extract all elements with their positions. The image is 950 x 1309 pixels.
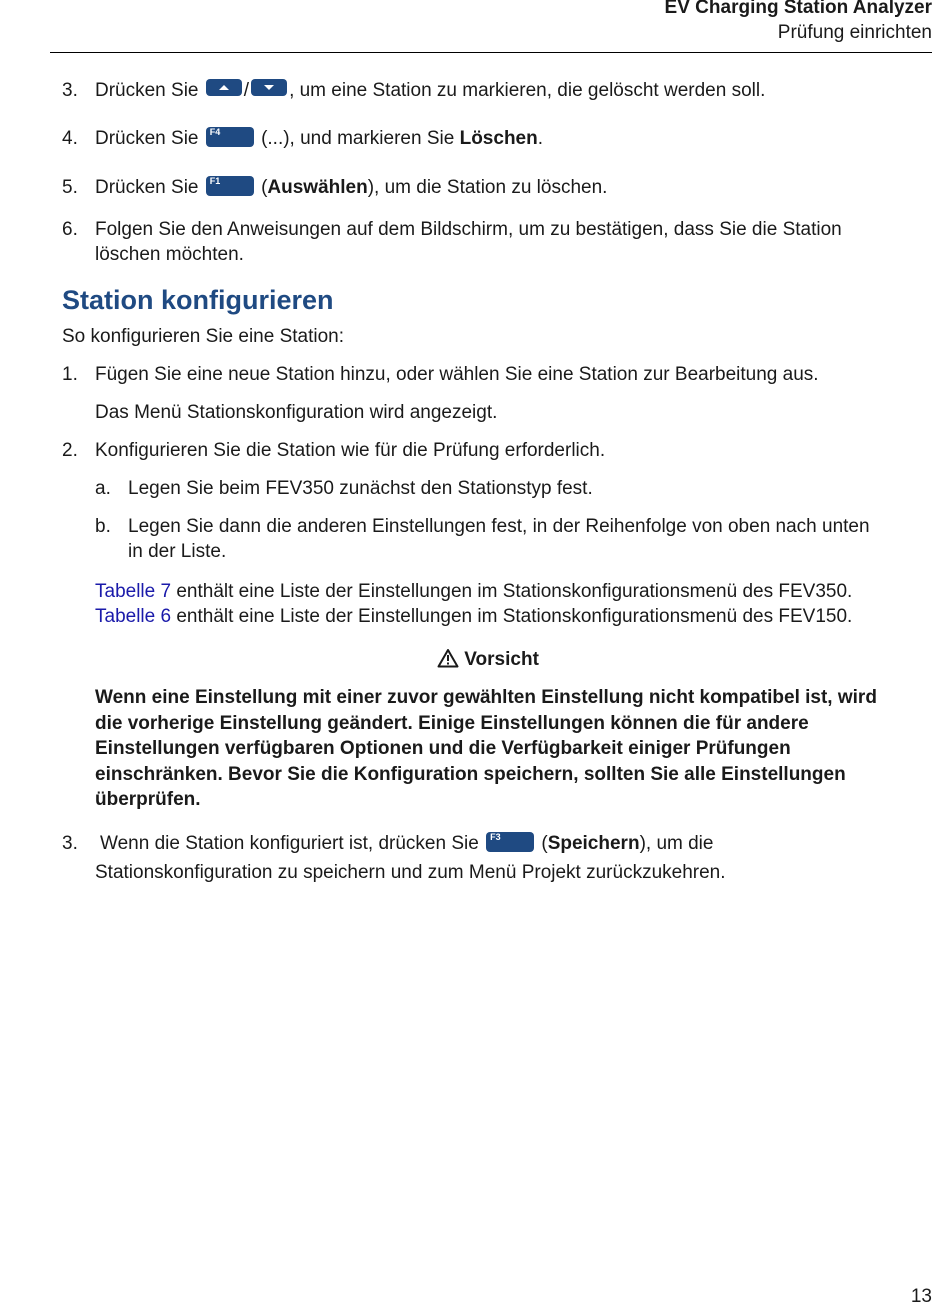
page-number: 13 [910, 1286, 932, 1307]
reference-text: enthält eine Liste der Einstellungen im Stationskonfigurationsmenü des FEV350. [171, 581, 853, 602]
substep-text: Legen Sie dann die anderen Einstellungen fest, in der Reihenfolge von oben nach unten [128, 516, 870, 537]
step-text: Folgen Sie den Anweisungen auf dem Bildschirm, um zu bestätigen, dass Sie die Station [95, 219, 842, 240]
caution-title: Vorsicht [464, 649, 539, 670]
f3-key-icon [486, 832, 534, 852]
header-subtitle: Prüfung einrichten [777, 22, 932, 43]
substep-label: a. [95, 478, 111, 499]
caution-heading [437, 648, 539, 671]
header-title: EV Charging Station Analyzer [664, 0, 932, 18]
step-4-more [95, 127, 543, 151]
key-label: F4 [209, 127, 221, 137]
step-text: Konfigurieren Sie die Station wie für die Prüfung erforderlich. [95, 440, 606, 461]
step-number: 6. [62, 219, 78, 240]
step-text: ( [541, 833, 548, 854]
step-text: Wenn die Station konfiguriert ist, drücken Sie [100, 833, 479, 854]
key-label: F3 [490, 832, 501, 842]
step-text: ( [261, 177, 268, 198]
f4-key-icon [206, 127, 254, 147]
step-3-delete [95, 79, 765, 103]
substep-text: Legen Sie beim FEV350 zunächst den Stationstyp fest. [128, 478, 593, 499]
step-text: Stationskonfiguration zu speichern und zum Menü Projekt zurückzukehren. [95, 862, 726, 883]
step-number: 3. [62, 80, 78, 101]
step-text: Fügen Sie eine neue Station hinzu, oder wählen Sie eine Station zur Bearbeitung aus. [95, 364, 819, 385]
section-intro: So konfigurieren Sie eine Station: [62, 326, 345, 347]
step-number: 4. [62, 128, 78, 149]
step-number: 2. [62, 440, 78, 461]
header-rule [50, 52, 932, 53]
up-arrow-key-icon [206, 79, 242, 96]
step-text: ), um die [639, 833, 714, 854]
step-text: , um eine Station zu markieren, die gelöscht werden soll. [289, 80, 766, 101]
substep-text: in der Liste. [128, 541, 227, 562]
down-arrow-key-icon [251, 79, 287, 96]
step-text: (...), und markieren Sie [261, 128, 460, 149]
reference-text: enthält eine Liste der Einstellungen im Stationskonfigurationsmenü des FEV150. [171, 606, 853, 627]
step-text: Drücken Sie [95, 177, 199, 198]
step-note: Das Menü Stationskonfiguration wird angezeigt. [95, 402, 498, 423]
step-number: 1. [62, 364, 78, 385]
substep-label: b. [95, 516, 111, 537]
step-number: 3. [62, 833, 78, 854]
bold-term: Auswählen [267, 177, 368, 198]
table-reference [95, 605, 852, 629]
section-title: Station konfigurieren [62, 285, 334, 315]
warning-triangle-icon [437, 648, 459, 668]
step-text: . [537, 128, 543, 149]
step-text: löschen möchten. [95, 244, 244, 265]
step-text: ), um die Station zu löschen. [367, 177, 608, 198]
step-number: 5. [62, 177, 78, 198]
key-separator: / [243, 80, 250, 101]
step-5-select [95, 176, 607, 200]
table-7-link[interactable]: Tabelle 7 [95, 581, 172, 602]
step-text: Drücken Sie [95, 80, 199, 101]
f1-key-icon [206, 176, 254, 196]
step-3-save [100, 832, 713, 856]
table-6-link[interactable]: Tabelle 6 [95, 606, 172, 627]
step-text: Drücken Sie [95, 128, 199, 149]
table-reference [95, 580, 852, 604]
bold-term: Speichern [547, 833, 640, 854]
key-label: F1 [209, 176, 221, 186]
bold-term: Löschen [459, 128, 538, 149]
caution-text: Wenn eine Einstellung mit einer zuvor gewählten Einstellung nicht kompatibel ist, wird die vorherige Einstellung geändert. Einige Einstellungen können die für andere Einstellungen verfügbaren Optionen und die Verfügbarkeit einiger Prüfungen einschränken. Bevor Sie die Konfiguration speichern, sollten Sie alle Einstellungen überprüfen. [95, 687, 877, 810]
